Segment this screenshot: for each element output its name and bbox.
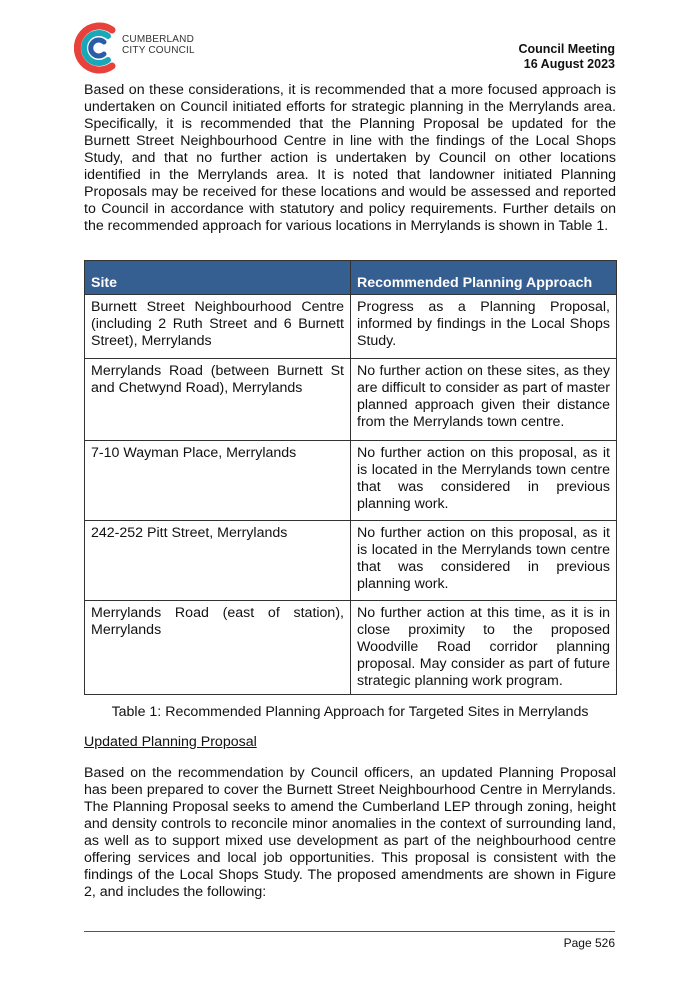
page-number: Page 526 — [563, 936, 615, 950]
meeting-header — [518, 42, 615, 72]
column-header-approach: Recommended Planning Approach — [351, 261, 617, 295]
table-row — [85, 359, 617, 441]
logo-line-1: CUMBERLAND — [122, 34, 195, 45]
approach-cell: Progress as a Planning Proposal, informed by findings in the Local Shops Study. — [351, 295, 617, 359]
intro-paragraph: Based on these considerations, it is recommended that a more focused approach is undertaken on Council initiated efforts for strategic planning in the Merrylands area. Specifically, it is recommended that the Planning Proposal be updated for the Burnett Street Neighbourhood Centre in line with the findings of the Local Shops Study, and that no further action is undertaken by Council on other locations identified in the Merrylands area. It is noted that landowner initiated Planning Proposals may be received for these locations and would be assessed and reported to Council in accordance with statutory and policy requirements. Further details on the recommended approach for various locations in Merrylands is shown in Table 1. — [84, 82, 616, 234]
body-paragraph: Based on the recommendation by Council officers, an updated Planning Proposal has been prepared to cover the Burnett Street Neighbourhood Centre in Merrylands. The Planning Proposal seeks to amend the Cumberland LEP through zoning, height and density controls to reconcile minor anomalies in the context of surrounding land, as well as to support mixed use development as part of the neighbourhood centre offering services and local job opportunities. This proposal is consistent with the findings of the Local Shops Study. The proposed amendments are shown in Figure 2, and includes the following: — [84, 765, 616, 900]
table-row — [85, 295, 617, 359]
site-cell: 7-10 Wayman Place, Merrylands — [85, 441, 351, 521]
site-cell: Merrylands Road (east of station), Merrylands — [85, 601, 351, 695]
logo-wordmark — [122, 34, 195, 56]
meeting-title: Council Meeting — [518, 42, 615, 56]
table-row — [85, 441, 617, 521]
approach-cell: No further action on this proposal, as it is located in the Merrylands town centre that was considered in previous planning work. — [351, 521, 617, 601]
table-row — [85, 601, 617, 695]
logo-emblem-icon — [74, 20, 120, 76]
council-logo — [74, 20, 204, 76]
approach-cell: No further action at this time, as it is in close proximity to the proposed Woodville Road corridor planning proposal. May consider as part of future strategic planning work program. — [351, 601, 617, 695]
section-heading: Updated Planning Proposal — [84, 734, 257, 750]
meeting-date: 16 August 2023 — [523, 57, 615, 71]
table-caption: Table 1: Recommended Planning Approach for Targeted Sites in Merrylands — [111, 704, 589, 720]
planning-approach-table — [84, 260, 617, 695]
table-header-row — [85, 261, 617, 295]
site-cell: 242-252 Pitt Street, Merrylands — [85, 521, 351, 601]
site-cell: Burnett Street Neighbourhood Centre (including 2 Ruth Street and 6 Burnett Street), Merrylands — [85, 295, 351, 359]
table-row — [85, 521, 617, 601]
column-header-site: Site — [85, 261, 351, 295]
footer-divider — [84, 931, 615, 932]
logo-line-2: CITY COUNCIL — [122, 45, 195, 56]
site-cell: Merrylands Road (between Burnett St and Chetwynd Road), Merrylands — [85, 359, 351, 441]
approach-cell: No further action on this proposal, as it is located in the Merrylands town centre that was considered in previous planning work. — [351, 441, 617, 521]
approach-cell: No further action on these sites, as they are difficult to consider as part of master planned approach given their distance from the Merrylands town centre. — [351, 359, 617, 441]
